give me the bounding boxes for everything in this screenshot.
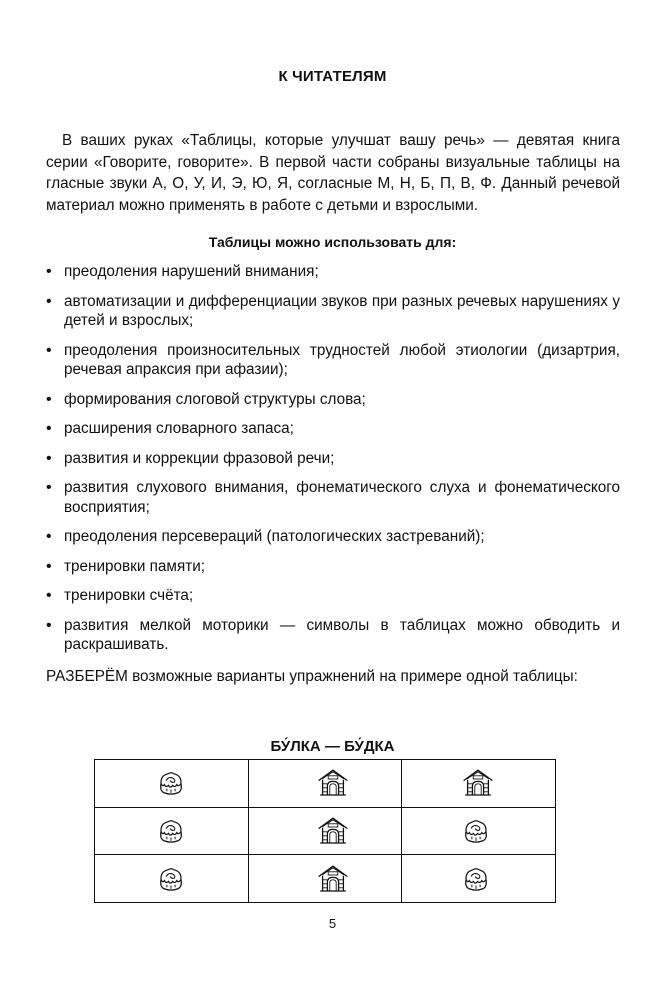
outro-paragraph: РАЗБЕРЁМ возможные варианты упражнений на примере одной таблицы: — [46, 668, 578, 685]
list-item: • развития и коррекции фразовой речи; — [46, 449, 620, 469]
list-item: • преодоления персевераций (патологических застреваний); — [46, 527, 620, 547]
table-cell — [402, 760, 556, 808]
list-item: • автоматизации и дифференциации звуков при разных речевых нарушениях у детей и взрослых; — [46, 292, 620, 331]
intro-paragraph — [46, 130, 620, 216]
table-cell — [248, 807, 402, 855]
table-cell — [402, 807, 556, 855]
list-item: • развития мелкой моторики — символы в таблицах можно обводить и раскрашивать. — [46, 616, 620, 655]
list-item: • расширения словарного запаса; — [46, 419, 620, 439]
uses-heading: Таблицы можно использовать для: — [208, 234, 457, 250]
list-item: • формирования слоговой структуры слова; — [46, 390, 620, 410]
uses-list — [46, 262, 620, 665]
bun-icon — [462, 817, 490, 845]
table-cell — [248, 855, 402, 903]
table-row — [95, 807, 556, 855]
table-row — [95, 760, 556, 808]
page-number: 5 — [328, 916, 337, 931]
doghouse-icon — [317, 767, 349, 799]
doghouse-icon — [317, 815, 349, 847]
picture-table — [94, 759, 556, 903]
table-cell — [95, 855, 249, 903]
list-item: • тренировки памяти; — [46, 557, 620, 577]
list-item: • преодоления произносительных трудностей любой этиологии (дизартрия, речевая апраксия при афазии); — [46, 341, 620, 380]
list-item: • развития слухового внимания, фонематического слуха и фонематического восприятия; — [46, 478, 620, 517]
doghouse-icon — [462, 767, 494, 799]
bun-icon — [157, 817, 185, 845]
table-title: БУ́ЛКА — БУ́ДКА — [270, 738, 395, 755]
bun-icon — [157, 865, 185, 893]
intro-text: В ваших руках «Таблицы, которые улучшат вашу речь» — девятая книга серии «Говорите, говорите». В первой части собраны визуальные таблицы на гласные звуки А, О, У, И, Э, Ю, Я, согласные М, Н, Б, П, В, Ф. Данный речевой материал можно применять в работе с детьми и взрослыми. — [46, 132, 620, 214]
table-cell — [95, 807, 249, 855]
table-row — [95, 855, 556, 903]
table-cell — [95, 760, 249, 808]
table-cell — [402, 855, 556, 903]
list-item: • тренировки счёта; — [46, 586, 620, 606]
page-title: К ЧИТАТЕЛЯМ — [278, 68, 387, 85]
doghouse-icon — [317, 863, 349, 895]
list-item: • преодоления нарушений внимания; — [46, 262, 620, 282]
table-cell — [248, 760, 402, 808]
bun-icon — [157, 769, 185, 797]
bun-icon — [462, 865, 490, 893]
